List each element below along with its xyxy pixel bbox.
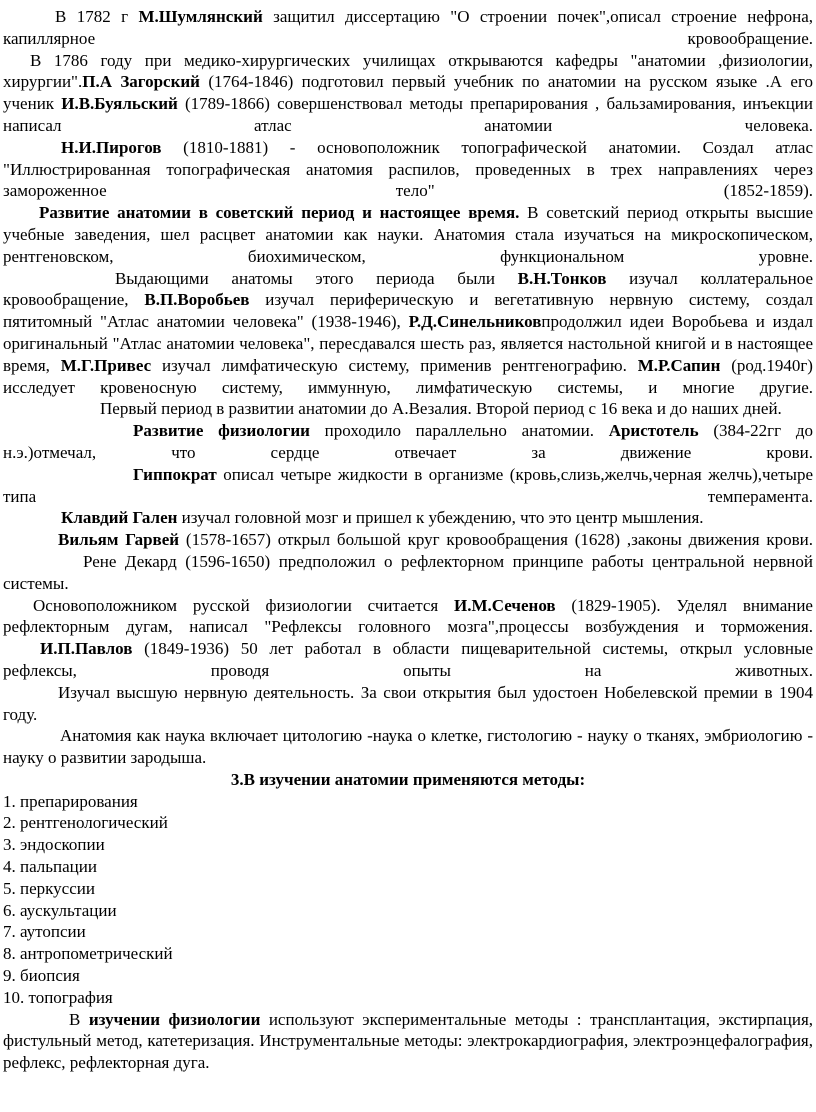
person-name: И.М.Сеченов bbox=[454, 595, 556, 615]
text: продолжил идеи Воробьева и издал оригинальный "Атлас анатомии человека", пересдавался шесть раз, является настольной книгой и в настоящее время, bbox=[3, 312, 813, 375]
list-item: 3. эндоскопии bbox=[3, 835, 105, 855]
text: (1810-1881) - основоположник топографической анатомии. Создал атлас "Иллюстрированная топографическая анатомия распилов, проведенных в трех направлениях через замороженное тело" (1852-1859). bbox=[3, 137, 813, 201]
person-name: М.Р.Сапин bbox=[637, 355, 721, 375]
paragraph-anatomists bbox=[3, 268, 813, 399]
text: изучал лимфатическую систему, применив рентгенографию. bbox=[151, 355, 638, 375]
paragraph-physiology bbox=[3, 420, 813, 464]
text: Рене Декард (1596-1650) предположил о рефлекторном принципе работы центральной нервной системы. bbox=[3, 551, 813, 593]
text: (род.1940г) исследует кровеносную систему, иммунную, лимфатическую системы, и многие другие. bbox=[3, 355, 813, 397]
text: проходило параллельно анатомии. bbox=[309, 421, 609, 441]
person-name: Р.Д.Синельников bbox=[408, 312, 542, 332]
methods-list bbox=[3, 791, 813, 1009]
section-title-methods: 3.В изучении анатомии применяются методы: bbox=[230, 769, 586, 789]
text: (384-22гг до н.э.)отмечал, что сердце отвечает за движение крови. bbox=[3, 421, 813, 462]
list-item: 6. аускультации bbox=[3, 900, 117, 920]
person-name: М.Шумлянский bbox=[138, 7, 263, 26]
list-item: 2. рентгенологический bbox=[3, 813, 168, 833]
paragraph-soviet-period bbox=[3, 202, 813, 267]
person-name: В.Н.Тонков bbox=[517, 268, 607, 288]
person-name: И.П.Павлов bbox=[40, 639, 133, 659]
section-heading: изучении физиологии bbox=[88, 1009, 261, 1029]
paragraph-anatomy-includes bbox=[3, 725, 813, 769]
list-item: 7. аутопсии bbox=[3, 922, 86, 942]
list-item: 1. препарирования bbox=[3, 791, 138, 811]
list-item: 5. перкуссии bbox=[3, 878, 95, 898]
person-name: М.Г.Привес bbox=[60, 355, 152, 375]
text: Изучал высшую нервную деятельность. За свои открытия был удостоен Нобелевской премии в 1904 году. bbox=[3, 682, 813, 724]
paragraph-1786 bbox=[3, 50, 813, 137]
text: (1829-1905). Уделял внимание рефлекторным дугам, написал "Рефлексы головного мозга",процессы возбуждения и торможения. bbox=[3, 595, 813, 637]
text: В bbox=[69, 1009, 89, 1029]
paragraph-nobel bbox=[3, 682, 813, 726]
person-name: И.В.Буяльский bbox=[61, 94, 178, 114]
text: Основоположником русской физиологии считается bbox=[33, 595, 455, 615]
paragraph-descartes bbox=[3, 551, 813, 595]
text: изучал периферическую и вегетативную нервную систему, создал пятитомный "Атлас анатомии человека" (1938-1946), bbox=[3, 290, 813, 332]
text: (1578-1657) открыл большой круг кровообращения (1628) ,законы движения крови. bbox=[179, 530, 813, 550]
paragraph-pirogov bbox=[3, 137, 813, 202]
text: изучал коллатеральное кровообращение, bbox=[3, 268, 813, 310]
person-name: П.А Загорский bbox=[82, 72, 200, 92]
person-name: Аристотель bbox=[608, 421, 699, 441]
text: (1789-1866) совершенствовал методы препарирования , бальзамирования, инъекции написал атлас анатомии человека. bbox=[3, 94, 813, 135]
text: (1849-1936) 50 лет работал в области пищеварительной системы, открыл условные рефлексы, проводя опыты на животных. bbox=[3, 639, 813, 680]
text: В 1782 г bbox=[55, 7, 139, 26]
text: (1764-1846) подготовил первый учебник по анатомии на русском языке .А его ученик bbox=[3, 72, 813, 114]
person-name: Гиппократ bbox=[133, 464, 217, 484]
text: В 1786 году при медико-хирургических училищах открываются кафедры "анатомии ,физиологии, хирургии". bbox=[3, 50, 813, 92]
person-name: Н.И.Пирогов bbox=[61, 137, 162, 157]
person-name: Вильям Гарвей bbox=[58, 530, 180, 550]
text: изучал головной мозг и пришел к убеждению, что это центр мышления. bbox=[177, 508, 704, 528]
section-heading: Развитие анатомии в советский период и настоящее время. bbox=[39, 203, 520, 223]
paragraph-periods bbox=[3, 398, 813, 420]
list-item: 9. биопсия bbox=[3, 966, 80, 986]
person-name: Клавдий Гален bbox=[61, 508, 178, 528]
person-name: В.П.Воробьев bbox=[144, 290, 250, 310]
paragraph-physiology-methods bbox=[3, 1009, 813, 1074]
list-item: 10. топография bbox=[3, 987, 113, 1007]
text: Выдающими анатомы этого периода были bbox=[115, 268, 518, 288]
text: используют экспериментальные методы : трансплантация, экстирпация, фистульный метод, катетеризация. Инструментальные методы: электрокардиография, электроэнцефалография, рефлекс, рефлекторная дуга. bbox=[3, 1009, 814, 1073]
text: защитил диссертацию "О строении почек",описал строение нефрона, капиллярное кровообращение. bbox=[3, 7, 813, 48]
section-heading: Развитие физиологии bbox=[133, 421, 310, 441]
paragraph-harvey bbox=[3, 529, 813, 551]
paragraph-hippocrates bbox=[3, 464, 813, 508]
paragraph-pavlov bbox=[3, 638, 813, 682]
text: описал четыре жидкости в организме (кровь,слизь,желчь,черная желчь),четыре типа темперамента. bbox=[3, 464, 813, 506]
list-item: 4. пальпации bbox=[3, 857, 97, 877]
paragraph-galen bbox=[3, 507, 813, 529]
text: Первый период в развитии анатомии до А.Везалия. Второй период с 16 века и до наших дней. bbox=[100, 399, 782, 419]
text: В советский период открыты высшие учебные заведения, шел расцвет анатомии как науки. Анатомия стала изучаться на микроскопическом, рентгеновском, биохимическом, функциональном уровне. bbox=[3, 203, 813, 266]
paragraph-shumlyansky bbox=[3, 6, 813, 50]
paragraph-sechenov bbox=[3, 595, 813, 639]
list-item: 8. антропометрический bbox=[3, 944, 173, 964]
text: Анатомия как наука включает цитологию -наука о клетке, гистологию - науку о тканях, эмбриологию - науку о развитии зародыша. bbox=[3, 726, 813, 768]
